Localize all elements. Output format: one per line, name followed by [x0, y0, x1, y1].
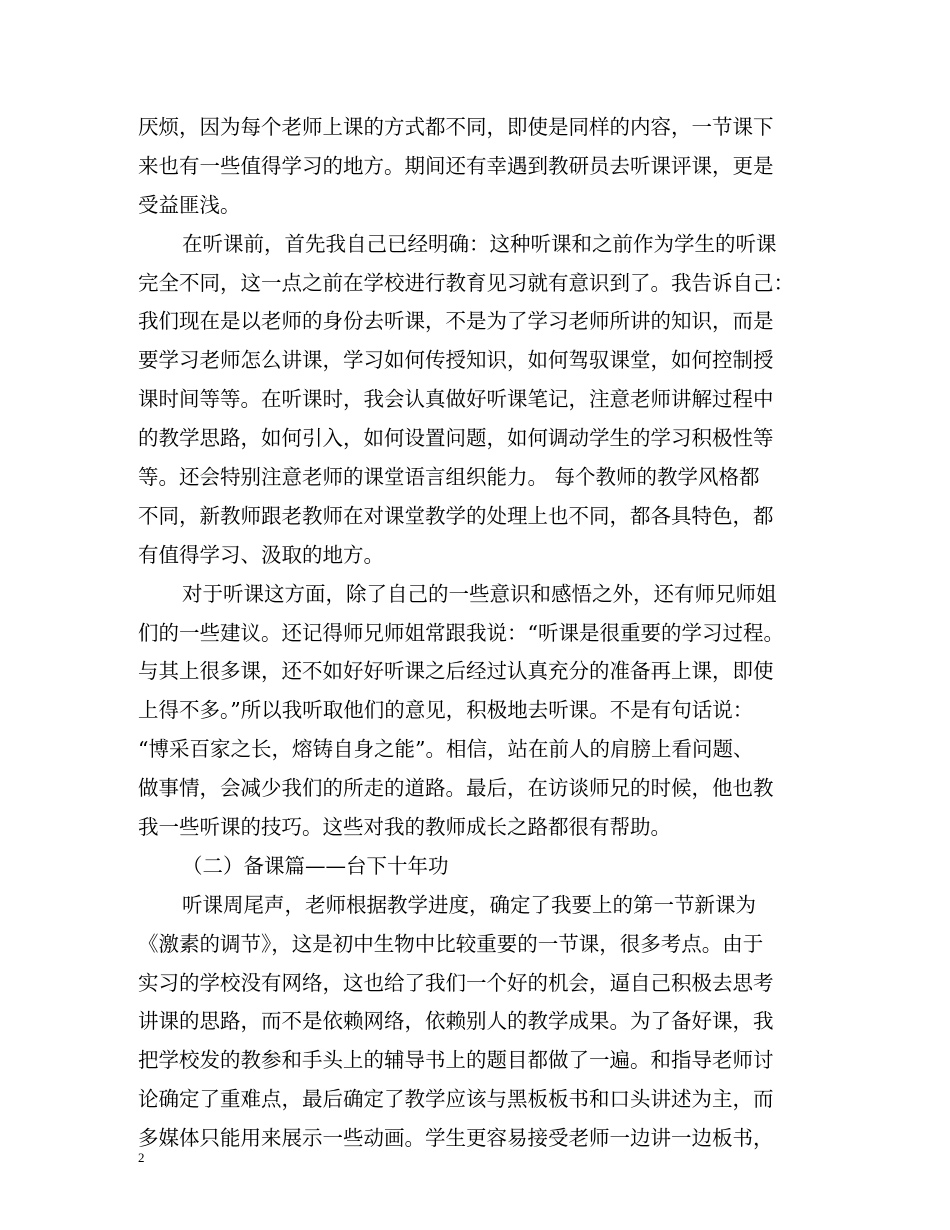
text-line: 有值得学习、汲取的地方。 [138, 542, 384, 567]
text-line: 对于听课这方面，除了自己的一些意识和感悟之外，还有师兄师姐 [182, 581, 777, 606]
text-line: 《激素的调节》，这是初中生物中比较重要的一节课，很多考点。由于 [138, 931, 764, 956]
text-line: 听课周尾声，老师根据教学进度，确定了我要上的第一节新课为 [182, 892, 756, 917]
text-line: 的教学思路，如何引入，如何设置问题，如何调动学生的学习积极性等 [138, 426, 774, 451]
text-line: 实习的学校没有网络，这也给了我们一个好的机会，逼自己积极去思考 [138, 970, 774, 995]
text-line: 在听课前，首先我自己已经明确：这种听课和之前作为学生的听课 [182, 231, 777, 256]
text-line: 课时间等等。在听课时，我会认真做好听课笔记，注意老师讲解过程中 [138, 387, 774, 412]
text-line: 受益匪浅。 [138, 192, 241, 217]
text-line: 们的一些建议。还记得师兄师姐常跟我说：“听课是很重要的学习过程。 [138, 620, 784, 645]
text-line: 与其上很多课，还不如好好听课之后经过认真充分的准备再上课，即使 [138, 659, 774, 684]
text-line: 讲课的思路，而不是依赖网络，依赖别人的教学成果。为了备好课，我 [138, 1009, 774, 1034]
text-line: 等。还会特别注意老师的课堂语言组织能力。 每个教师的教学风格都 [138, 465, 760, 490]
body-text [138, 108, 824, 1158]
text-line: 我一些听课的技巧。这些对我的教师成长之路都很有帮助。 [138, 815, 671, 840]
page-number: 2 [138, 1150, 145, 1165]
text-line: 不同，新教师跟老教师在对课堂教学的处理上也不同，都各具特色，都 [138, 503, 774, 528]
text-line: 做事情，会减少我们的所走的道路。最后，在访谈师兄的时候，他也教 [138, 776, 774, 801]
text-line: 厌烦，因为每个老师上课的方式都不同，即使是同样的内容，一节课下 [138, 115, 774, 139]
text-line: 多媒体只能用来展示一些动画。学生更容易接受老师一边讲一边板书， [138, 1126, 774, 1151]
text-line: 论确定了重难点，最后确定了教学应该与黑板板书和口头讲述为主，而 [138, 1087, 774, 1112]
text-line: “博采百家之长，熔铸自身之能”。相信，站在前人的肩膀上看问题、 [138, 737, 754, 762]
text-line: 来也有一些值得学习的地方。期间还有幸遇到教研员去听课评课，更是 [138, 153, 774, 178]
text-line: 把学校发的教参和手头上的辅导书上的题目都做了一遍。和指导老师讨 [138, 1048, 774, 1073]
text-line: （二）备课篇——台下十年功 [182, 853, 449, 878]
text-line: 上得不多。”所以我听取他们的意见，积极地去听课。不是有句话说： [138, 698, 754, 723]
text-line: 完全不同，这一点之前在学校进行教育见习就有意识到了。我告诉自己： [138, 270, 794, 295]
text-line: 要学习老师怎么讲课，学习如何传授知识，如何驾驭课堂，如何控制授 [138, 348, 774, 373]
text-line: 我们现在是以老师的身份去听课，不是为了学习老师所讲的知识，而是 [138, 309, 774, 334]
